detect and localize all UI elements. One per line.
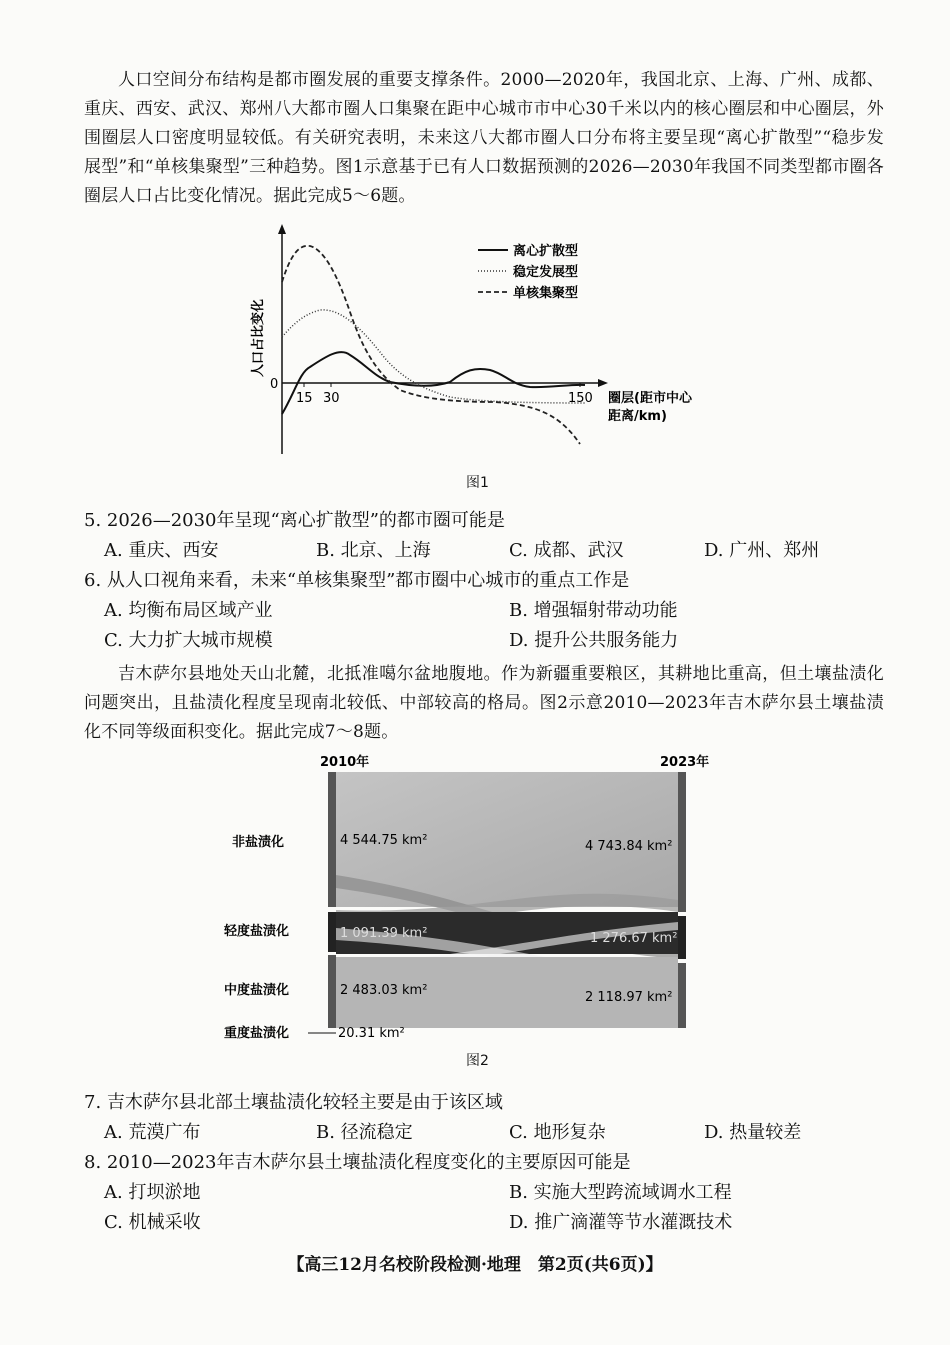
q7-option-a[interactable]: A. 荒漠广布 <box>104 1122 201 1143</box>
legend-single-core: 单核集聚型 <box>513 286 579 301</box>
year-left-label: 2010年 <box>320 755 370 770</box>
question-8-options <box>104 1178 864 1238</box>
question-6-stem: 6. 从人口视角来看，未来“单核集聚型”都市圈中心城市的重点工作是 <box>84 570 630 591</box>
y-axis-label: 人口占比变化 <box>251 298 266 377</box>
value-2010-mild: 1 091.39 km² <box>340 926 428 941</box>
value-2010-non-saline: 4 544.75 km² <box>340 833 428 848</box>
cat-non-saline: 非盐渍化 <box>232 835 285 850</box>
legend-steady: 稳定发展型 <box>513 265 579 280</box>
question-7-options <box>104 1118 864 1148</box>
q8-option-a[interactable]: A. 打坝淤地 <box>104 1182 201 1203</box>
figure-2-chart <box>224 750 720 1045</box>
q6-option-b[interactable]: B. 增强辐射带动功能 <box>509 600 678 621</box>
question-6-options <box>104 596 864 656</box>
cat-severe: 重度盐渍化 <box>224 1026 290 1041</box>
zero-label: 0 <box>270 377 279 392</box>
q5-option-b[interactable]: B. 北京、上海 <box>316 540 431 561</box>
q7-option-b[interactable]: B. 径流稳定 <box>316 1122 413 1143</box>
value-2010-severe: 20.31 km² <box>338 1026 405 1041</box>
q8-option-b[interactable]: B. 实施大型跨流域调水工程 <box>509 1182 732 1203</box>
figure-1-chart <box>250 222 720 470</box>
value-2023-mild: 1 276.67 km² <box>590 931 678 946</box>
question-5-stem: 5. 2026—2030年呈现“离心扩散型”的都市圈可能是 <box>84 510 505 531</box>
x-axis-label-2: 距离/km) <box>608 409 667 424</box>
tick-30: 30 <box>323 391 340 406</box>
value-2010-moderate: 2 483.03 km² <box>340 983 428 998</box>
legend-centrifugal: 离心扩散型 <box>513 244 579 259</box>
intro-paragraph-1 <box>84 66 884 211</box>
q6-option-c[interactable]: C. 大力扩大城市规模 <box>104 630 273 651</box>
figure-2-caption: 图2 <box>466 1053 489 1069</box>
figure-1-caption: 图1 <box>466 475 489 491</box>
intro-text-2: 吉木萨尔县地处天山北麓，北抵准噶尔盆地腹地。作为新疆重要粮区，其耕地比重高，但土壤盐渍化问题突出，且盐渍化程度呈现南北较低、中部较高的格局。图2示意2010—2023年吉木萨尔县土壤盐渍化不同等级面积变化。据此完成7～8题。 <box>84 664 884 742</box>
q7-option-d[interactable]: D. 热量较差 <box>704 1122 802 1143</box>
intro-paragraph-2 <box>84 660 884 747</box>
q7-option-c[interactable]: C. 地形复杂 <box>509 1122 606 1143</box>
q8-option-d[interactable]: D. 推广滴灌等节水灌溉技术 <box>509 1212 733 1233</box>
q8-option-c[interactable]: C. 机械采收 <box>104 1212 201 1233</box>
intro-text-1: 人口空间分布结构是都市圈发展的重要支撑条件。2000—2020年，我国北京、上海、广州、成都、重庆、西安、武汉、郑州八大都市圈人口集聚在距中心城市市中心30千米以内的核心圈层和中心圈层，外围圈层人口密度明显较低。有关研究表明，未来这八大都市圈人口分布将主要呈现“离心扩散型”“稳步发展型”和“单核集聚型”三种趋势。图1示意基于已有人口数据预测的2026—2030年我国不同类型都市圈各圈层人口占比变化情况。据此完成5～6题。 <box>84 70 884 206</box>
value-2023-moderate: 2 118.97 km² <box>585 990 673 1005</box>
y-axis-arrow <box>278 224 286 234</box>
q6-option-a[interactable]: A. 均衡布局区域产业 <box>104 600 273 621</box>
q6-option-d[interactable]: D. 提升公共服务能力 <box>509 630 679 651</box>
question-5-options <box>104 536 864 566</box>
question-8-stem: 8. 2010—2023年吉木萨尔县土壤盐渍化程度变化的主要原因可能是 <box>84 1152 631 1173</box>
q5-option-d[interactable]: D. 广州、郑州 <box>704 540 820 561</box>
question-7-stem: 7. 吉木萨尔县北部土壤盐渍化较轻主要是由于该区域 <box>84 1092 503 1113</box>
value-2023-non-saline: 4 743.84 km² <box>585 839 673 854</box>
q5-option-a[interactable]: A. 重庆、西安 <box>104 540 219 561</box>
q5-option-c[interactable]: C. 成都、武汉 <box>509 540 624 561</box>
x-axis-arrow <box>598 379 608 387</box>
x-axis-label-1: 圈层(距市中心 <box>608 391 692 406</box>
tick-15: 15 <box>296 391 313 406</box>
cat-moderate: 中度盐渍化 <box>224 983 290 998</box>
tick-150: 150 <box>568 391 593 406</box>
cat-mild: 轻度盐渍化 <box>224 924 290 939</box>
page-footer: 【高三12月名校阶段检测·地理 第2页(共6页)】 <box>287 1255 663 1275</box>
year-right-label: 2023年 <box>660 755 710 770</box>
